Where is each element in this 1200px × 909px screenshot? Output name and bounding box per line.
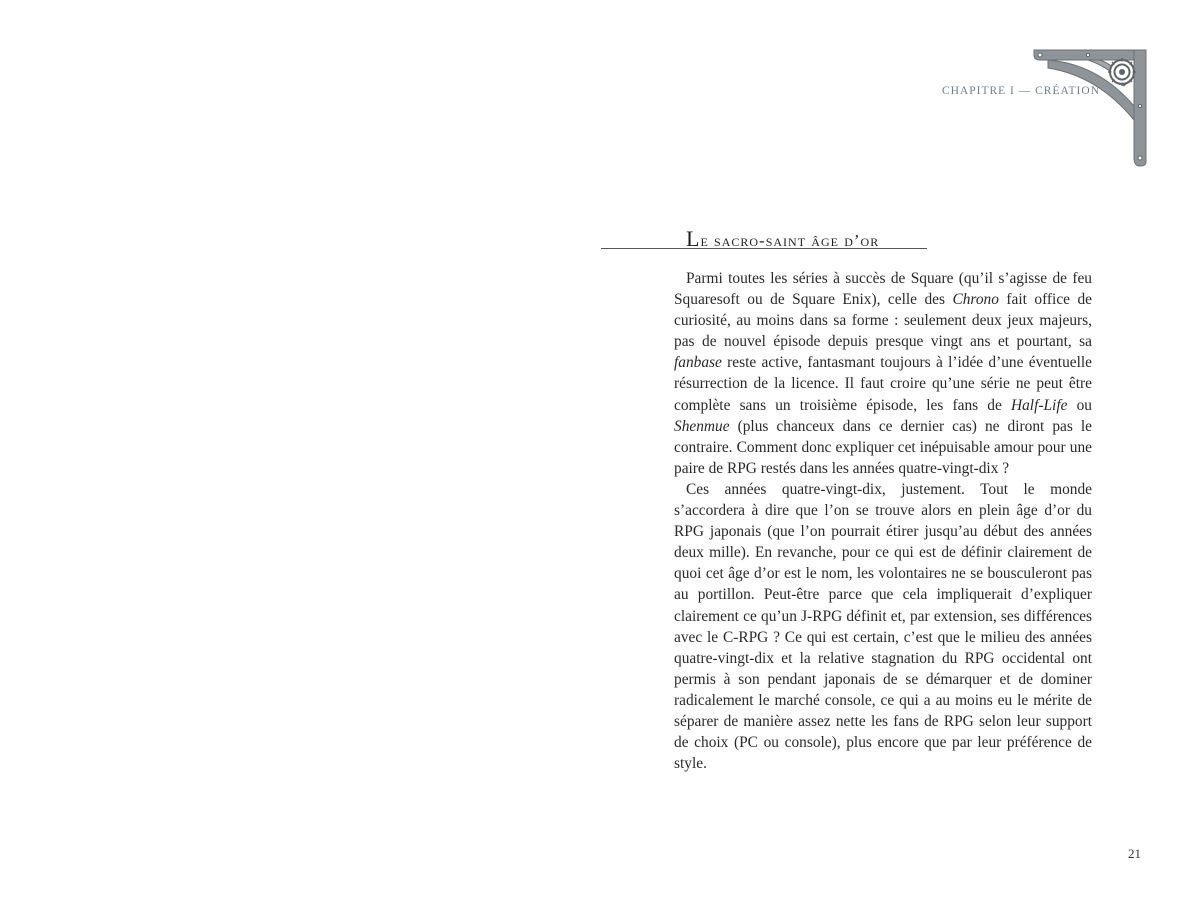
chapter-header: CHAPITRE I — CRÉATION xyxy=(941,85,1100,97)
paragraph-text: Parmi toutes les séries à succès de Square (qu’il s’agisse de feu Squaresoft ou de Square Enix), celle des xyxy=(674,270,1092,309)
italic-title-text: fanbase xyxy=(674,354,722,372)
corner-bracket-ornament-icon xyxy=(1028,46,1152,168)
section-title-initial: L xyxy=(686,226,701,251)
gear-wheel-icon xyxy=(1108,58,1136,86)
paragraph-text: Ces années quatre-vingt-dix, justement. Tout le monde s’accordera à dire que l’on se trouve alors en plein âge d’or du RPG japonais (que l’on pourrait étirer jusqu’au début des années deux mille). En revanche, pour ce qui est de définir clairement de quoi cet âge d’or est le nom, les volontaires ne se bousculeront pas au portillon. Peut-être parce que cela impliquerait d’expliquer clairement ce qu’un J-RPG définit et, par extension, ses différences avec le C-RPG ? Ce qui est certain, c’est que le milieu des années quatre-vingt-dix et la relative stagnation du RPG occidental ont permis à son pendant japonais de se démarquer et de dominer radicalement le marché console, ce qui a au moins eu le mérite de séparer de manière assez nette les fans de RPG selon leur support de choix (PC ou console), plus encore que par leur préférence de style. xyxy=(674,480,1092,773)
paragraph-text: ou xyxy=(1067,396,1092,414)
page-number: 21 xyxy=(1128,846,1141,861)
italic-title-text: Half-Life xyxy=(1011,396,1068,414)
italic-title-text: Shenmue xyxy=(674,417,730,435)
body-paragraph xyxy=(674,268,1092,479)
section-title-rest: e sacro-saint âge d’or xyxy=(700,231,880,250)
body-paragraph xyxy=(674,479,1092,774)
paragraph-text: (plus chanceux dans ce dernier cas) ne diront pas le contraire. Comment donc expliquer cet inépuisable amour pour une paire de RPG restés dans les années quatre-vingt-dix ? xyxy=(674,417,1092,477)
paragraph-text: fait office de curiosité, au moins dans sa forme : seulement deux jeux majeurs, pas de nouvel épisode depuis presque vingt ans et pourtant, sa xyxy=(674,291,1093,351)
italic-title-text: Chrono xyxy=(952,291,999,309)
paragraph-text: reste active, fantasmant toujours à l’idée d’une éventuelle résurrection de la licence. Il faut croire qu’une série ne peut être complète sans un troisième épisode, les fans de xyxy=(674,354,1092,414)
body-text xyxy=(674,268,1092,774)
section-title xyxy=(686,226,879,252)
